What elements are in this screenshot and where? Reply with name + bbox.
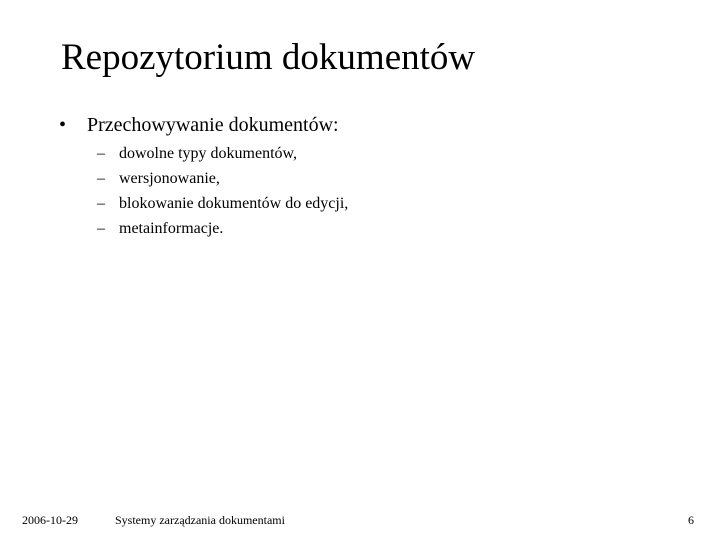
bullet-text: Przechowywanie dokumentów: bbox=[87, 114, 339, 136]
footer-date: 2006-10-29 bbox=[22, 513, 78, 527]
slide-title: Repozytorium dokumentów bbox=[61, 37, 476, 78]
sub-bullet-text: wersjonowanie, bbox=[119, 170, 220, 187]
dash-marker: – bbox=[97, 195, 105, 212]
bullet-item bbox=[59, 113, 339, 137]
bullet-marker: • bbox=[59, 114, 67, 136]
page-number: 6 bbox=[688, 513, 694, 527]
sub-bullet-item bbox=[97, 141, 348, 166]
sub-bullet-text: blokowanie dokumentów do edycji, bbox=[119, 195, 349, 212]
dash-marker: – bbox=[97, 170, 105, 187]
dash-marker: – bbox=[97, 220, 105, 237]
sub-bullet-item bbox=[97, 191, 348, 216]
sub-bullet-list bbox=[97, 141, 348, 241]
sub-bullet-item bbox=[97, 166, 348, 191]
sub-bullet-text: dowolne typy dokumentów, bbox=[119, 145, 298, 162]
footer-title: Systemy zarządzania dokumentami bbox=[115, 513, 285, 527]
dash-marker: – bbox=[97, 145, 105, 162]
sub-bullet-item bbox=[97, 216, 348, 241]
sub-bullet-text: metainformacje. bbox=[119, 220, 224, 237]
